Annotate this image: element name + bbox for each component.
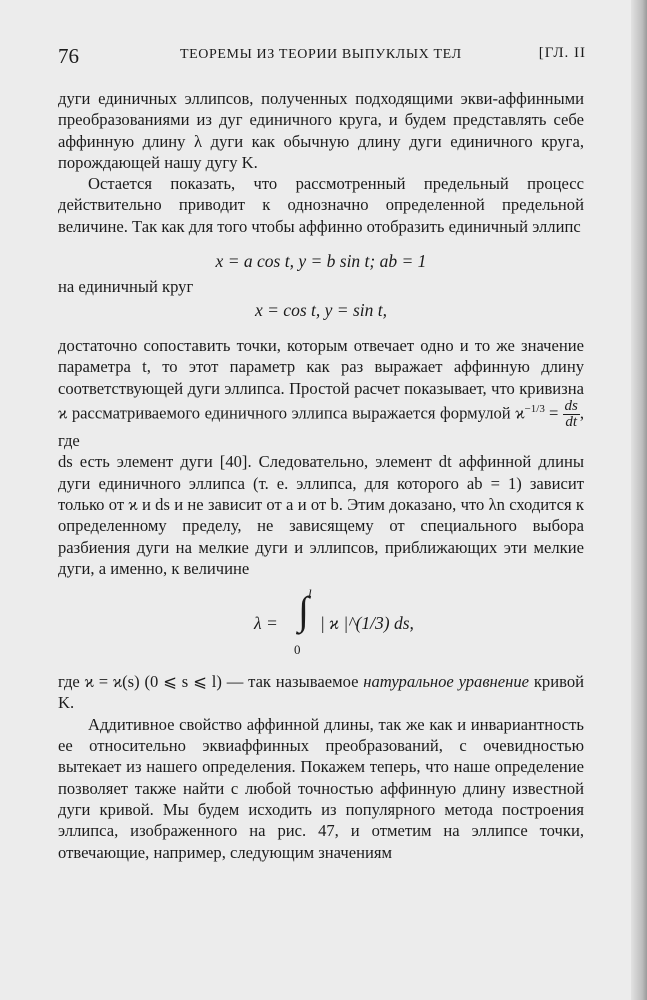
paragraph-7: Аддитивное свойство аффинной длины, так же как и инвариантность ее относительно эквиаффинных преобразований, с очевидностью вытекает из нашего определения. Покажем теперь, что наше определение позволяет также найти с любой точностью аффинную длину известной дуги кривой. Мы будем исходить из популярного метода построения эллипса, изображенного на рис. 47, и отметим на эллипсе точки, отвечающие, например, следующим значениям (58, 714, 584, 862)
paragraph-1: дуги единичных эллипсов, полученных подходящими экви-аффинными преобразованиями из дуг единичного круга, и будем представлять себе аффинную длину λ дуги как обычную длину дуги единичного круга, порождающей нашу дугу K. (58, 89, 584, 172)
fraction-denominator: dt (565, 414, 577, 431)
paragraph-4-text: достаточно сопоставить точки, которым отвечает одно и то же значение параметра t, то этот параметр как раз выражает аффинную длину соответствующей дуги эллипса. Простой расчет показывает, что кривизна ϰ рассматриваемого единичного эллипса выражается формулой (58, 335, 584, 423)
integral-sign: ∫ (298, 588, 309, 634)
curvature-exponent: −1/3 (524, 402, 545, 415)
paragraph-6 (58, 671, 584, 714)
curvature-exponent-num: 1 (530, 402, 537, 415)
equation-ellipse: x = a cos t, y = b sin t; ab = 1 (215, 251, 427, 272)
page-body (58, 88, 584, 863)
paragraph-2: Остается показать, что рассмотренный предельный процесс действительно приводит к однозначно определенной предельной величине. Так как для того чтобы аффинно отобразить единичный эллипс (58, 174, 584, 236)
curvature-eq-sign: = (548, 403, 559, 423)
paragraph-4 (58, 335, 584, 451)
running-title: ТЕОРЕМЫ ИЗ ТЕОРИИ ВЫПУКЛЫХ ТЕЛ (180, 47, 462, 62)
natural-equation-term: натуральное уравнение (363, 672, 530, 692)
chapter-label: [ГЛ. II (538, 45, 586, 61)
integral-lower-limit: 0 (294, 642, 301, 658)
paragraph-4-tail: , где (58, 403, 584, 451)
curvature-exponent-den: 3 (539, 402, 545, 415)
curvature-formula (515, 399, 580, 430)
page-header (58, 44, 586, 70)
paragraph-6-end: кривой K. (58, 672, 584, 713)
equation-affine-length (58, 587, 584, 661)
integral-upper-limit: l (308, 586, 312, 602)
ds-dt-fraction (563, 399, 580, 430)
lambda-lhs: λ = (254, 613, 278, 634)
equation-circle: x = cos t, y = sin t, (254, 299, 387, 320)
page-number: 76 (58, 44, 79, 68)
page-edge-shadow (631, 0, 647, 1000)
fraction-numerator: ds (564, 398, 578, 415)
curvature-base: ϰ (515, 403, 525, 423)
paragraph-6-start: где ϰ = ϰ(s) (0 ⩽ s ⩽ l) — так называемое (58, 672, 359, 692)
integrand: | ϰ |^(1/3) ds, (320, 613, 414, 634)
paragraph-5: ds есть элемент дуги [40]. Следовательно, элемент dt аффинной длины дуги единичного эллипса (т. е. эллипса, для которого ab = 1) зависит только от ϰ и ds и не зависит от a и от b. Этим доказано, что λn сходится к определенному пределу, не зависящему от специального выбора разбиения дуги на мелкие дуги и эллипсов, приближающих эти мелкие дуги, а именно, к величине (58, 452, 584, 578)
paragraph-3: на единичный круг (58, 277, 194, 297)
